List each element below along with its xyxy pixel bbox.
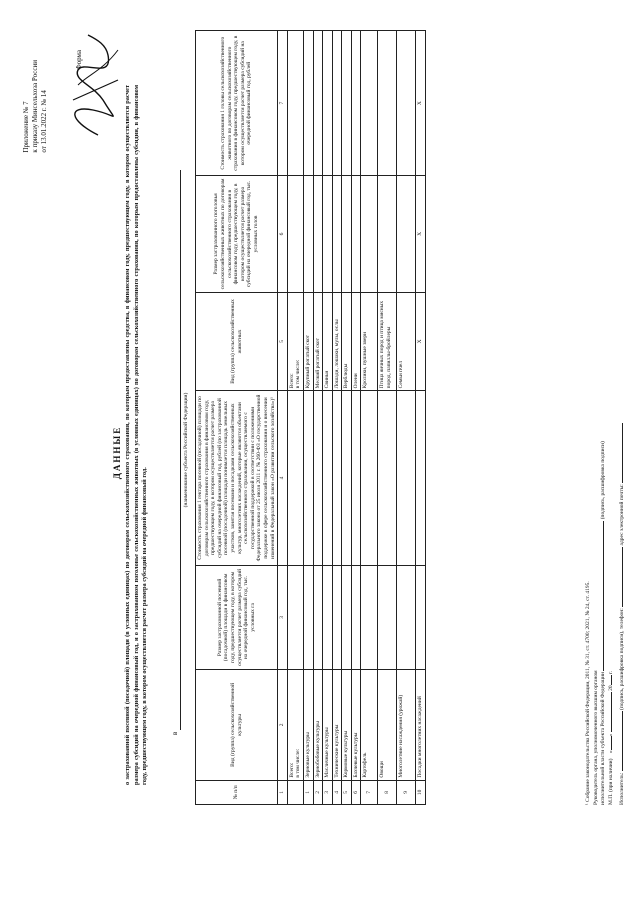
row-num: 5 [342,780,352,804]
row-livestock [351,176,361,292]
row-area [323,565,333,670]
header-head-cost: Стоимость страхования 1 головы сельскохозяйственного животного по договорам сельскохозяйственного страхования в финансовом году, предшествующем году, в котором осуществляется расчет размера субсидий на очередной финансовый год, рублей [196,31,278,176]
row-area-cost [361,391,378,565]
executor-label: Исполнитель: [619,772,625,805]
row-head-cost [342,31,352,176]
document-subtitle: о застрахованной посевной (посадочной) площади (в условных единицах) по договорам сельскохозяйственного страхования, по которым предоставлены средства, в финансовом году, предшествующем году, в котором осуществляется расчет размера субсидий на очередной финансовый год, и о застрахованном поголовье сельскохозяйственных животных (в условных единицах) по договорам сельскохозяйственного страхования, по которым предоставлены субсидии, в финансовом году, предшествующем году, в котором осуществляется расчет размера субсидий на очередной финансовый год. [124,85,148,785]
document-footer [585,45,627,805]
row-crop: Посадки многолетних насаждений [416,670,426,780]
executor-line [619,45,627,805]
row-area-cost [287,391,303,565]
mp-label: М.П. (при наличии) [607,758,614,805]
data-table [195,30,426,805]
date-year: 20 [607,685,614,691]
table-row [378,31,397,805]
row-head-cost [313,31,323,176]
row-area [416,565,426,670]
row-area [351,565,361,670]
row-animal: Семьи пчел [397,292,416,391]
date-g: г. [607,670,614,674]
row-crop: Зерновые культуры [303,670,313,780]
row-num: 8 [378,780,397,804]
row-num: 1 [303,780,313,804]
row-area [342,565,352,670]
row-head-cost [287,31,303,176]
row-head-cost [303,31,313,176]
row-animal: Мелкий рогатый скот [313,292,323,391]
row-livestock [361,176,378,292]
row-animal: Свиньи [323,292,333,391]
executor-name-line [622,711,623,771]
table-row [397,31,416,805]
row-area [378,565,397,670]
row-head-cost [332,31,342,176]
table-row [313,31,323,805]
row-crop: Овощи [378,670,397,780]
row-area-cost [416,391,426,565]
row-livestock [332,176,342,292]
row-crop: Зернобобовые культуры [313,670,323,780]
row-head-cost [361,31,378,176]
row-livestock [378,176,397,292]
table-row [351,31,361,805]
col-number: 4 [278,391,288,565]
row-area-cost [303,391,313,565]
row-head-cost [378,31,397,176]
row-animal: Птица яичных пород и птица мясных пород, папиллы-бройлеры [378,292,397,391]
row-num [287,780,303,804]
row-animal: Кролики, пушные звери [361,292,378,391]
row-crop: Технические культуры [332,670,342,780]
row-area [397,565,416,670]
date-month-line [611,692,612,732]
form-label: Форма [75,50,83,70]
head-title-line1: Руководитель органа, уполномоченного высшим органом [592,670,599,805]
document-title: ДАННЫЕ [112,425,122,480]
row-crop: Многолетние насаждения (урожай) [397,670,416,780]
footnote: ¹ Собрание законодательства Российской Федерации, 2011, № 31, ст. 4700; 2021, № 24, ст. 4195. [585,581,591,805]
table-row [323,31,333,805]
row-area [332,565,342,670]
row-crop: Кормовые культуры [342,670,352,780]
header-crop: Вид (группа) сельскохозяйственной культуры [196,670,278,780]
row-head-cost [351,31,361,176]
row-livestock: X [416,176,426,292]
region-prefix: в [171,731,179,735]
row-head-cost [323,31,333,176]
row-crop: Всего: в том числе: [287,670,303,780]
executor-email-line [622,423,623,483]
row-area-cost [332,391,342,565]
mp-date-line [608,45,616,805]
col-number: 3 [278,565,288,670]
head-title-line2-text: исполнительной власти субъекта Российской Федерации [600,672,606,805]
table-row [332,31,342,805]
table-row [287,31,303,805]
row-livestock [313,176,323,292]
row-num: 10 [416,780,426,804]
table-row [361,31,378,805]
row-crop: Масличные культуры [323,670,333,780]
row-area-cost [397,391,416,565]
header-livestock: Размер застрахованного поголовья сельскохозяйственных животных по договорам сельскохозяйственного страхования в финансовом году, предшествующем году, в котором осуществляется расчет размера субсидий на очередной финансовый год, тыс. условных голов [196,176,278,292]
row-animal: Лошади, лошаки, мулы, ослы [332,292,342,391]
row-num: 6 [351,780,361,804]
row-crop: Картофель [361,670,378,780]
appendix-line: Приложение № 7 [22,101,30,153]
row-area-cost [378,391,397,565]
date-year-line [611,675,612,685]
row-num: 2 [313,780,323,804]
executor-caption: (подпись, расшифровка подписи), телефон: [619,608,625,710]
head-sign-caption: (подпись, расшифровка подписи) [600,441,606,520]
header-num: № п/п [196,780,278,804]
row-area-cost [351,391,361,565]
table-row [342,31,352,805]
row-animal: Крупный рогатый скот [303,292,313,391]
header-animal: Вид (группа) сельскохозяйственных животных [196,292,278,391]
row-num: 4 [332,780,342,804]
appendix-header [22,60,49,153]
table-row [416,31,426,805]
table-row [303,31,313,805]
row-head-cost: X [416,31,426,176]
region-caption: (наименование субъекта Российской Федерации) [183,392,189,508]
col-number: 2 [278,670,288,780]
row-livestock [397,176,416,292]
row-head-cost [397,31,416,176]
row-area [287,565,303,670]
date-quote-open: « [607,750,614,754]
executor-email-label: адрес электронной почты: [619,484,625,546]
row-area-cost [313,391,323,565]
row-animal: X [416,292,426,391]
row-animal: Олени [351,292,361,391]
header-area: Размер застрахованной посевной (посадочной) площади в финансовом году, предшествующем году, в котором осуществляется расчет размера субсидий на очередной финансовый год, тыс. условных га [196,565,278,670]
column-number-row [278,31,288,805]
head-title-line2 [600,45,608,805]
date-day-line [611,736,612,750]
row-area [313,565,323,670]
row-num: 9 [397,780,416,804]
row-num: 7 [361,780,378,804]
row-livestock [287,176,303,292]
col-number: 6 [278,176,288,292]
row-area-cost [342,391,352,565]
col-number: 1 [278,780,288,804]
row-livestock [323,176,333,292]
row-crop: Бахчевые культуры [351,670,361,780]
row-area-cost [323,391,333,565]
date-quote-close: » [607,733,614,737]
appendix-line: к приказу Минсельхоза России [31,60,39,153]
row-area [361,565,378,670]
col-number: 7 [278,31,288,176]
row-livestock [303,176,313,292]
row-animal: Верблюды [342,292,352,391]
executor-phone-line [622,547,623,607]
row-animal: Всего: в том числе: [287,292,303,391]
row-num: 3 [323,780,333,804]
header-area-cost: Стоимость страхования 1 гектара посевной (посадочной) площади по договорам сельскохозяйственного страхования в финансовом году, предшествующем году, в котором осуществляется расчет размера субсидий на очередной финансовый год, рублей (по застрахованной посевной (посадочной) площади понимается площадь земельных участков, занятая посевами и посадками сельскохозяйственных культур, многолетних насаждений, которые являются объектами сельскохозяйственного страхования, осуществляемого с государственной поддержкой в соответствии с положениями Федерального закона от 25 июля 2011 г. № 260-ФЗ «О государственной поддержке в сфере сельскохозяйственного страхования и о внесении изменений в Федеральный закон «О развитии сельского хозяйства»)¹ [196,391,278,565]
appendix-line: от 13.01.2022 г. № 14 [40,90,48,153]
row-livestock [342,176,352,292]
head-sign-line [603,521,604,671]
col-number: 5 [278,292,288,391]
region-name-line [170,170,181,730]
row-area [303,565,313,670]
